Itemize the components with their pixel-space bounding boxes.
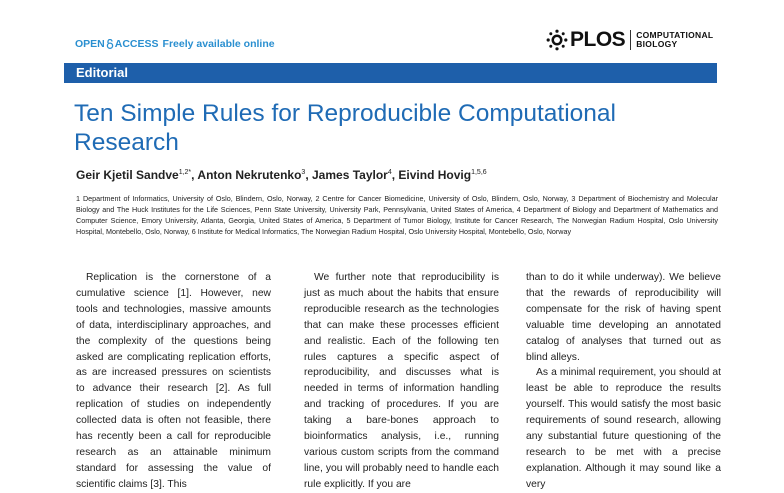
body-column-1 (76, 270, 271, 493)
author-name: Eivind Hovig (398, 168, 472, 182)
body-paragraph: As a minimal requirement, you should at least be able to reproduce the results yourself. This would satisfy the most basic requirements of sound research, allowing any substantial future questioning of the research to be met with a precise explanation. Although it may sound like a very (526, 367, 721, 490)
author-name: Anton Nekrutenko (197, 168, 302, 182)
body-paragraph: Replication is the cornerstone of a cumulative science [1]. However, new tools and technologies, massive amounts of data, interdisciplinary approaches, and the complexity of the questions being asked are complicating replication efforts, as are increased pressures on scientists to advance their research [2]. As full replication of studies on independently collected data is often not feasible, there has recently been a call for reproducible research as an attainable minimum standard for assessing the value of scientific claims [3]. This (76, 272, 271, 490)
body-paragraph: than to do it while underway). We believe that the rewards of reproducibility will compensate for the risk of having spent valuable time developing an annotated catalog of analyses that turned out as blind alleys. (526, 272, 721, 363)
plos-wordmark: PLOS (570, 28, 626, 51)
author-affiliation-marker: 1,2* (178, 169, 192, 176)
open-access-lock-icon (106, 39, 114, 49)
journal-name-line1: COMPUTATIONAL (636, 30, 714, 40)
plos-sun-icon (546, 29, 568, 51)
article-title: Ten Simple Rules for Reproducible Computational Research (74, 100, 617, 156)
author-name: Geir Kjetil Sandve (76, 168, 179, 182)
author-affiliation-marker: 1,5,6 (471, 169, 487, 176)
open-access-banner (75, 38, 275, 50)
open-label: OPEN (75, 38, 105, 50)
journal-name (636, 31, 713, 49)
section-label: Editorial (76, 65, 129, 80)
author-list: Geir Kjetil Sandve$^{1,2*}$, Anton Nekrutenko$^3$, James Taylor$^4$, Eivind Hovig$^{1,5,6}$ (76, 168, 487, 182)
affiliations: 1 Department of Informatics, University of Oslo, Blindern, Oslo, Norway, 2 Centre for Cancer Biomedicine, University of Oslo, Blindern, Oslo, Norway, 3 Department of Biochemistry and Molecular Biology and The Huck Institutes for the Life Sciences, Penn State University, University Park, Pennsylvania, United States of America, 4 Department of Biology and Department of Mathematics and Computer Science, Emory University, Atlanta, Georgia, United States of America, 5 Department of Tumor Biology, Institute for Cancer Research, The Norwegian Radium Hospital, Oslo University Hospital, Montebello, Oslo, Norway, 6 Institute for Medical Informatics, The Norwegian Radium Hospital, Oslo University Hospital, Montebello, Oslo, Norway (76, 194, 718, 236)
body-column-2 (304, 270, 499, 493)
author-name: James Taylor (312, 168, 388, 182)
section-band (64, 63, 717, 83)
author-affiliation-marker: 3 (301, 169, 306, 176)
body-paragraph: We further note that reproducibility is just as much about the habits that ensure reproducible research as the technologies that can make these processes efficient and realistic. Each of the following ten rules captures a specific aspect of reproducibility, and discusses what is needed in terms of information handling and tracking of procedures. If you are taking a bare-bones approach to bioinformatics analysis, i.e., running various custom scripts from the command line, you will probably need to handle each rule explicitly. If you are (304, 272, 499, 490)
access-label: ACCESS (114, 38, 159, 50)
logo-divider (630, 30, 631, 50)
journal-logo (546, 29, 713, 51)
author-affiliation-marker: 4 (387, 169, 392, 176)
body-column-3 (526, 270, 721, 493)
journal-name-line2: BIOLOGY (636, 39, 678, 49)
freely-available-label: Freely available online (162, 38, 275, 50)
